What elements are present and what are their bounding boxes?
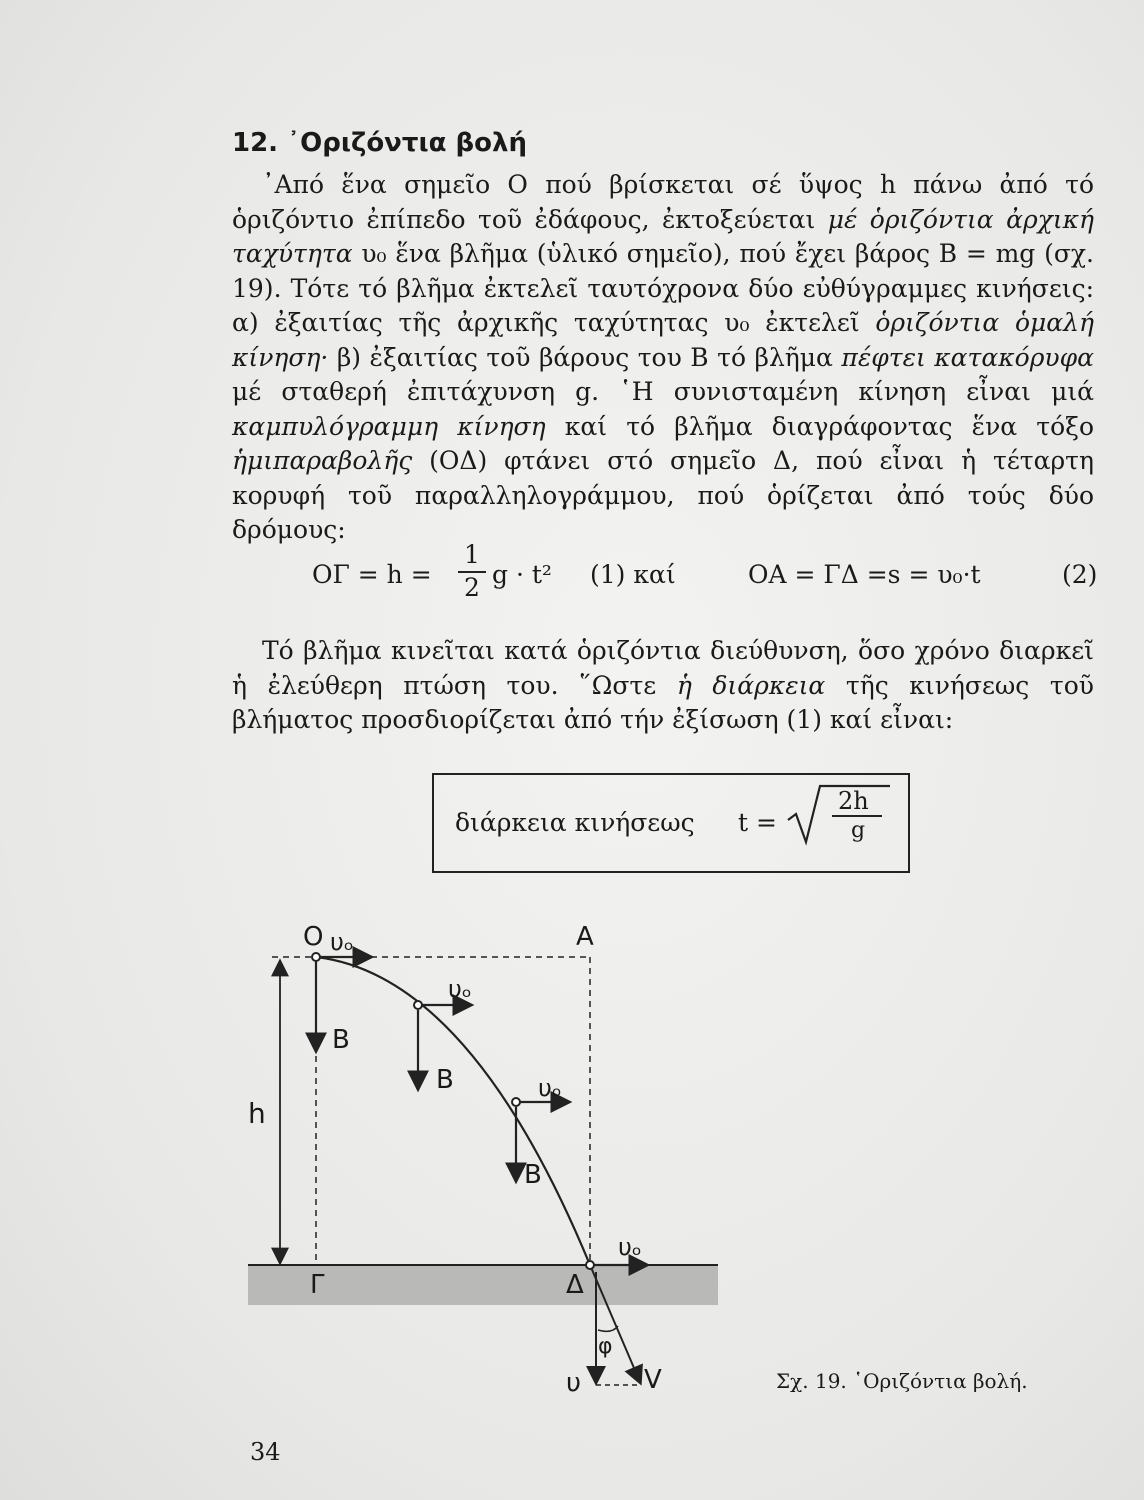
sqrt-numerator: 2h <box>838 787 869 815</box>
fraction-numerator: 1 <box>464 540 480 569</box>
equation-1-tag: (1) καί <box>590 560 676 589</box>
fraction-denominator: 2 <box>464 573 480 602</box>
equation-1-right: g · t² <box>492 560 552 589</box>
formula-lhs: t = <box>738 808 777 837</box>
emphasis-text: πέφτει κατακόρυφα <box>841 342 1094 372</box>
text-run: β) ἐξαιτίας τοῦ βάρους του Β τό βλῆμα <box>328 342 842 372</box>
figure-caption: Σχ. 19. ῾Οριζόντια βολή. <box>776 1369 1028 1393</box>
label-v0-3: υₒ <box>538 1074 562 1102</box>
sqrt-denominator: g <box>851 818 866 843</box>
label-B-3: B <box>524 1160 542 1190</box>
label-B-2: B <box>436 1065 454 1095</box>
text-run: υ₀ ἕνα βλῆμα (ὑλικό σημεῖο), πού ἔχει βάρος Β = mg (σχ. 19). Τότε τό βλῆμα ἐκτελεῖ ταυτόχρονα δύο εὐθύγραμμες κινήσεις: α) ἐξαιτίας τῆς ἀρχικῆς ταχύτητας υ₀ ἐκτελεῖ <box>232 239 1094 337</box>
point-3 <box>512 1098 520 1106</box>
point-O <box>312 953 320 961</box>
text-run: ᾽Από ἕνα σημεῖο Ο πού βρίσκεται σέ ὕψος h πάνω ἀπό τό ὁριζόντιο ἐπίπεδο τοῦ ἐδάφους, ἐκτοξεύεται <box>232 170 1094 234</box>
label-V: V <box>644 1365 662 1395</box>
label-v0-4: υₒ <box>618 1233 642 1261</box>
label-v0-2: υₒ <box>448 975 472 1003</box>
label-D: Δ <box>566 1270 584 1300</box>
text-run: Τό βλῆμα κινεῖται κατά ὁριζόντια διεύθυνση, ὅσο χρόνο διαρκεῖ ἡ ἐλεύθερη πτώση του. ῞Ωστε <box>232 636 1094 700</box>
phi-arc <box>598 1326 618 1331</box>
equation-2-tag: (2) <box>1062 560 1098 589</box>
formula-label: διάρκεια κινήσεως <box>455 808 695 837</box>
emphasis-text: μέ ὁριζόντια ἀρχική ταχύτητα <box>232 204 1094 268</box>
page-number: 34 <box>250 1438 281 1466</box>
label-O: Ο <box>303 922 324 952</box>
equation-2: ΟΑ = ΓΔ =s = υ₀·t <box>748 560 981 589</box>
trajectory-curve <box>316 957 590 1265</box>
text-run: τῆς κινήσεως τοῦ βλήματος προσδιορίζεται ἀπό τήν ἐξίσωση (1) καί εἶναι: <box>232 670 1094 734</box>
label-phi: φ <box>598 1334 613 1359</box>
text-run: μέ σταθερή ἐπιτάχυνση g. ῾Η συνισταμένη κίνηση εἶναι μιά <box>232 377 1094 406</box>
label-v0-1: υₒ <box>330 928 354 956</box>
point-2 <box>414 1001 422 1009</box>
label-G: Γ <box>310 1270 325 1300</box>
section-title: 12. ᾽Οριζόντια βολή <box>232 128 527 158</box>
equation-1-left: ΟΓ = h = <box>312 560 432 589</box>
text-run: καί τό βλῆμα διαγράφοντας ἕνα τόξο <box>545 411 1095 441</box>
emphasis-text: ὁριζόντια ὁμαλή κίνηση· <box>232 308 1094 372</box>
label-v: υ <box>566 1368 582 1398</box>
emphasis-text: ἡμιπαραβολῆς <box>232 446 413 475</box>
point-D <box>586 1261 594 1269</box>
label-B-1: B <box>332 1025 350 1055</box>
emphasis-text: ἡ διάρκεια <box>676 670 826 700</box>
label-h: h <box>248 1097 266 1130</box>
text-run: (ΟΔ) φτάνει στό σημεῖο Δ, πού εἶναι ἡ τέταρτη κορυφή τοῦ παραλληλογράμμου, πού ὁρίζεται ἀπό τούς δύο δρόμους: <box>232 446 1094 544</box>
emphasis-text: καμπυλόγραμμη κίνηση <box>232 411 546 441</box>
label-A: Α <box>576 922 594 952</box>
